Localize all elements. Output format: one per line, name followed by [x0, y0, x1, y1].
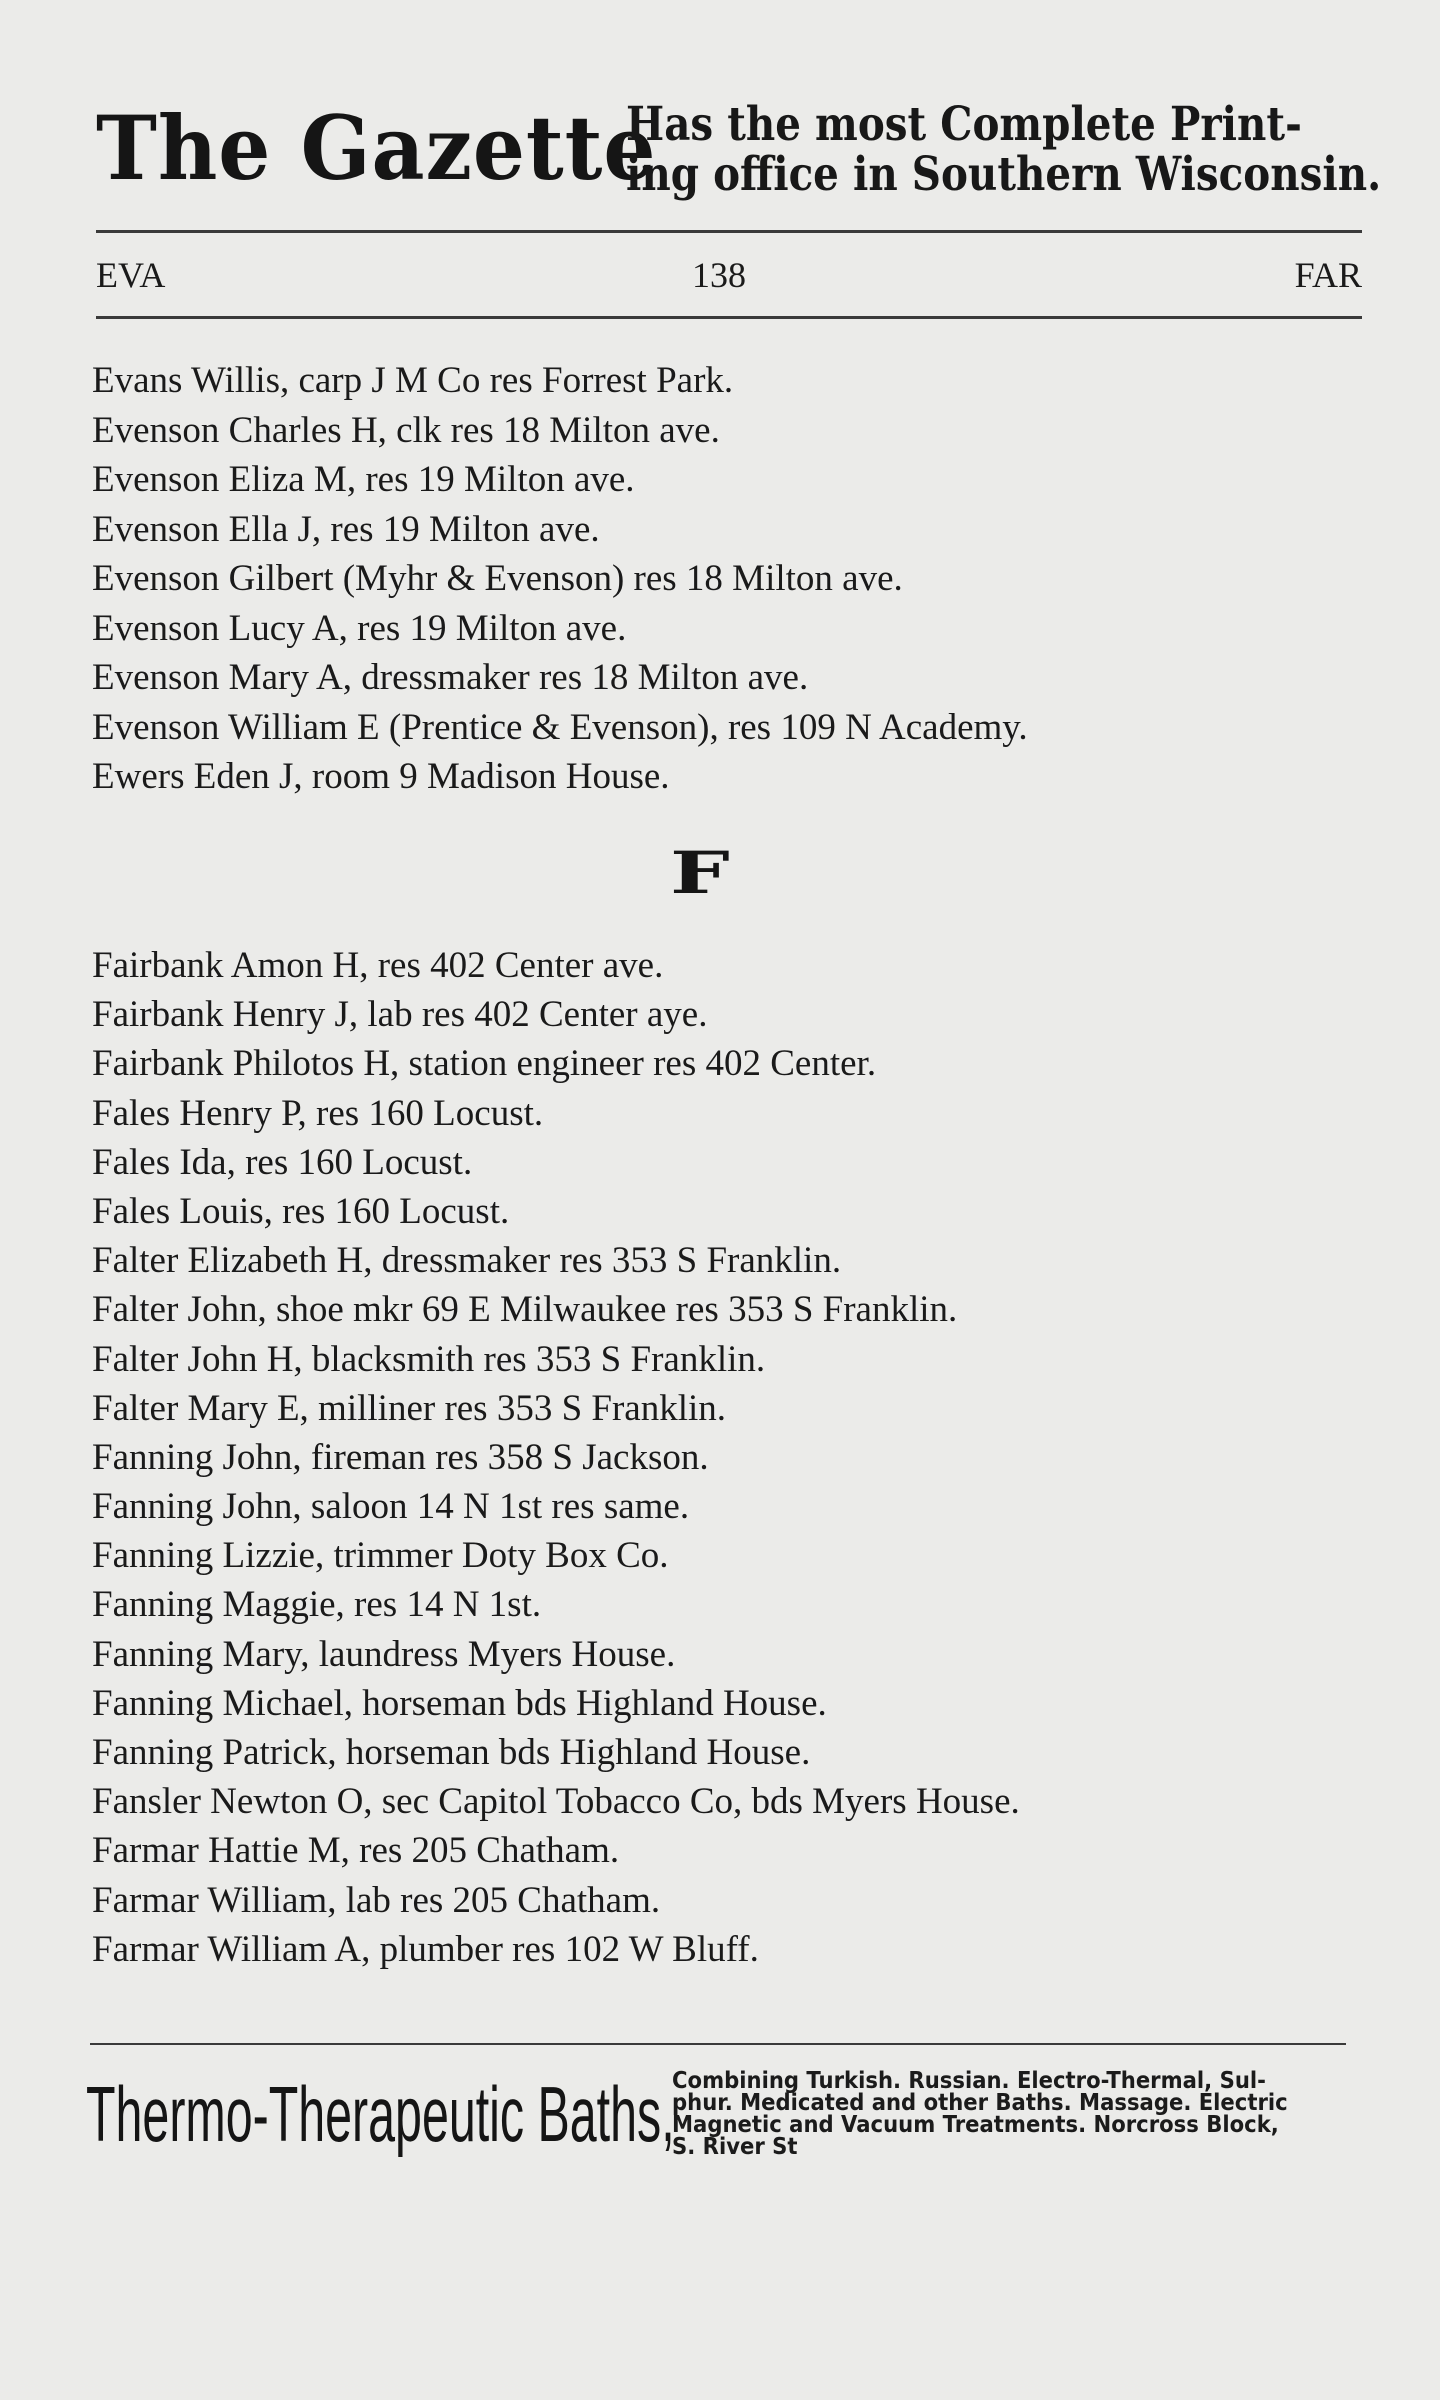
- directory-entry: Falter Elizabeth H, dressmaker res 353 S Franklin.: [92, 1240, 842, 1282]
- directory-entry: Fales Ida, res 160 Locust.: [92, 1141, 473, 1183]
- directory-entry: Fanning Mary, laundress Myers House.: [92, 1633, 676, 1675]
- directory-entry: Fales Henry P, res 160 Locust.: [92, 1092, 544, 1134]
- baths-advertisement: [86, 2062, 1356, 2172]
- baths-description-line: Magnetic and Vacuum Treatments. Norcross Block,: [672, 2112, 1279, 2138]
- baths-description-line: phur. Medicated and other Baths. Massage. Electric: [672, 2090, 1288, 2116]
- directory-entry: Evans Willis, carp J M Co res Forrest Park.: [92, 360, 734, 401]
- directory-entry: Fanning Michael, horseman bds Highland House.: [92, 1682, 827, 1724]
- directory-entry: Fairbank Philotos H, station engineer res 402 Center.: [92, 1043, 877, 1085]
- directory-entry: Evenson Charles H, clk res 18 Milton ave.: [92, 409, 720, 451]
- directory-entry: Farmar William A, plumber res 102 W Bluff.: [92, 1928, 759, 1970]
- running-header: [96, 250, 1362, 300]
- gazette-tagline: [626, 97, 1382, 202]
- directory-entry: Falter John, shoe mkr 69 E Milwaukee res 353 S Franklin.: [92, 1289, 958, 1331]
- gazette-tagline-line: ing office in Southern Wisconsin.: [626, 147, 1382, 202]
- directory-entry: Fairbank Amon H, res 402 Center ave.: [92, 945, 664, 986]
- gazette-title: The Gazette: [96, 96, 657, 200]
- directory-entry: Fanning Lizzie, trimmer Doty Box Co.: [92, 1535, 669, 1577]
- baths-description-line: Combining Turkish. Russian. Electro-Thermal, Sul-: [672, 2068, 1266, 2094]
- directory-entry: Fales Louis, res 160 Locust.: [92, 1190, 510, 1232]
- directory-entry: Ewers Eden J, room 9 Madison House.: [92, 756, 670, 797]
- section-letter-heading: F: [670, 839, 730, 907]
- directory-entry: Evenson Mary A, dressmaker res 18 Milton ave.: [92, 657, 809, 698]
- directory-entry: Fairbank Henry J, lab res 402 Center aye.: [92, 994, 708, 1036]
- directory-entry: Falter John H, blacksmith res 353 S Franklin.: [92, 1338, 766, 1380]
- directory-entries-f: [92, 941, 1382, 1974]
- directory-entry: Evenson Lucy A, res 19 Milton ave.: [92, 607, 627, 649]
- baths-description: [672, 2070, 1307, 2158]
- gazette-advertisement: [96, 92, 1382, 210]
- guide-word-right: FAR: [1294, 255, 1362, 295]
- footer-rule: [90, 2043, 1346, 2045]
- directory-entries-e: [92, 356, 1382, 802]
- directory-entry: Evenson Gilbert (Myhr & Evenson) res 18 Milton ave.: [92, 558, 903, 599]
- directory-entry: Farmar William, lab res 205 Chatham.: [92, 1879, 661, 1921]
- directory-entry: Fanning Patrick, horseman bds Highland House.: [92, 1732, 811, 1773]
- directory-entry: Evenson Ella J, res 19 Milton ave.: [92, 508, 600, 550]
- directory-entry: Evenson Eliza M, res 19 Milton ave.: [92, 459, 635, 500]
- gazette-tagline-line: Has the most Complete Print-: [626, 97, 1302, 152]
- header-rule-bottom: [96, 316, 1362, 319]
- baths-title: Thermo-Therapeutic Baths,: [86, 2070, 675, 2158]
- baths-description-line: S. River St: [672, 2134, 798, 2160]
- directory-entry: Fanning Maggie, res 14 N 1st.: [92, 1584, 542, 1626]
- guide-word-left: EVA: [96, 255, 166, 295]
- directory-entry: Fanning John, fireman res 358 S Jackson.: [92, 1436, 709, 1478]
- directory-entry: Fanning John, saloon 14 N 1st res same.: [92, 1486, 690, 1528]
- header-rule-top: [96, 230, 1362, 233]
- directory-entry: Falter Mary E, milliner res 353 S Franklin.: [92, 1387, 727, 1429]
- page-number: 138: [692, 255, 746, 295]
- directory-entry: Fansler Newton O, sec Capitol Tobacco Co, bds Myers House.: [92, 1781, 1020, 1823]
- directory-entry: Evenson William E (Prentice & Evenson), res 109 N Academy.: [92, 706, 1028, 748]
- directory-entry: Farmar Hattie M, res 205 Chatham.: [92, 1830, 620, 1872]
